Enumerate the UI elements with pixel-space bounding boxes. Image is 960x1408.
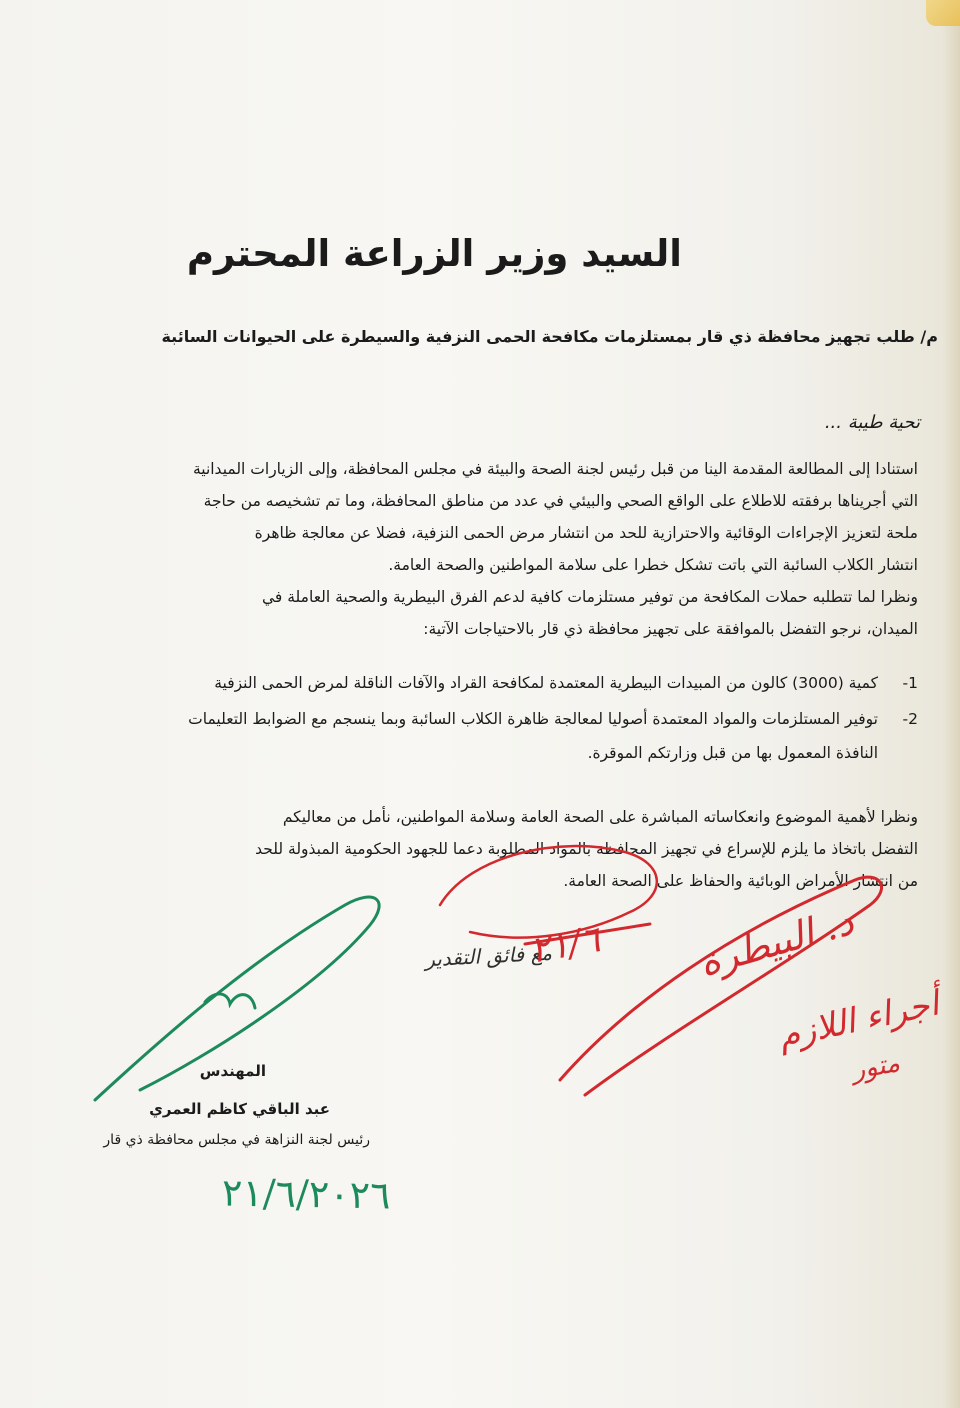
- list-item-number: 2-: [902, 710, 918, 728]
- red-annotation-note: د. البيطرة: [693, 899, 858, 985]
- list-item-text: النافذة المعمول بها من قبل وزارتكم الموقرة.: [587, 744, 878, 762]
- body-line: الميدان، نرجو التفضل بالموافقة على تجهيز محافظة ذي قار بالاحتياجات الآتية:: [423, 620, 918, 638]
- red-annotation-instruction: أجراء اللازم: [774, 983, 943, 1057]
- body-line: انتشار الكلاب السائبة التي باتت تشكل خطرا على سلامة المواطنين والصحة العامة.: [388, 556, 918, 574]
- closing-line: ونظرا لأهمية الموضوع وانعكاساته المباشرة على الصحة العامة وسلامة المواطنين، نأمل من معاليكم: [282, 808, 918, 826]
- handwritten-closing: مع فائق التقدير: [424, 940, 553, 972]
- letter-title: السيد وزير الزراعة المحترم: [186, 232, 682, 275]
- greeting: تحية طيبة ...: [824, 412, 920, 433]
- signature-name: عبد الباقي كاظم العمري: [149, 1100, 330, 1118]
- body-line: استنادا إلى المطالعة المقدمة الينا من قبل رئيس لجنة الصحة والبيئة في مجلس المحافظة، وإلى الزيارات الميدانية: [192, 460, 918, 478]
- paper-edge-shadow: [942, 0, 960, 1408]
- list-item-text: كمية (3000) كالون من المبيدات البيطرية المعتمدة لمكافحة القراد والآفات الناقلة لمرض الحمى النزفية: [214, 674, 878, 692]
- closing-line: التفضل باتخاذ ما يلزم للإسراع في تجهيز المحافظة بالمواد المطلوبة دعما للجهود الحكومية المبذولة للحد: [255, 840, 918, 858]
- body-line: التي أجريناها برفقته للاطلاع على الواقع الصحي والبيئي في عدد من مناطق المحافظة، وما تم تشخيصه من حاجة: [203, 492, 918, 510]
- signature-role: رئيس لجنة النزاهة في مجلس محافظة ذي قار: [103, 1132, 370, 1148]
- folder-corner-tab: [926, 0, 960, 26]
- red-annotation-signature: متور: [849, 1048, 903, 1086]
- handwritten-date: ٢١/٦/٢٠٢٦: [221, 1170, 391, 1218]
- letter-subject: م/ طلب تجهيز محافظة ذي قار بمستلزمات مكافحة الحمى النزفية والسيطرة على الحيوانات السائبة: [161, 327, 938, 346]
- red-signature-stroke: [440, 846, 657, 938]
- green-signature-stroke: [205, 994, 255, 1008]
- list-item-text: توفير المستلزمات والمواد المعتمدة أصوليا لمعالجة ظاهرة الكلاب السائبة وبما ينسجم مع الضوابط التعليمات: [188, 710, 878, 728]
- body-line: ونظرا لما تتطلبه حملات المكافحة من توفير مستلزمات كافية لدعم الفرق البيطرية والصحية العاملة في: [261, 588, 918, 606]
- red-annotation-date: ٢١/٦: [526, 919, 604, 972]
- signature-title: المهندس: [199, 1062, 266, 1080]
- body-line: ملحة لتعزيز الإجراءات الوقائية والاحترازية للحد من انتشار مرض الحمى النزفية، فضلا عن معالجة ظاهرة: [254, 524, 918, 542]
- closing-line: من انتشار الأمراض الوبائية والحفاظ على الصحة العامة.: [563, 872, 918, 890]
- list-item-number: 1-: [902, 674, 918, 692]
